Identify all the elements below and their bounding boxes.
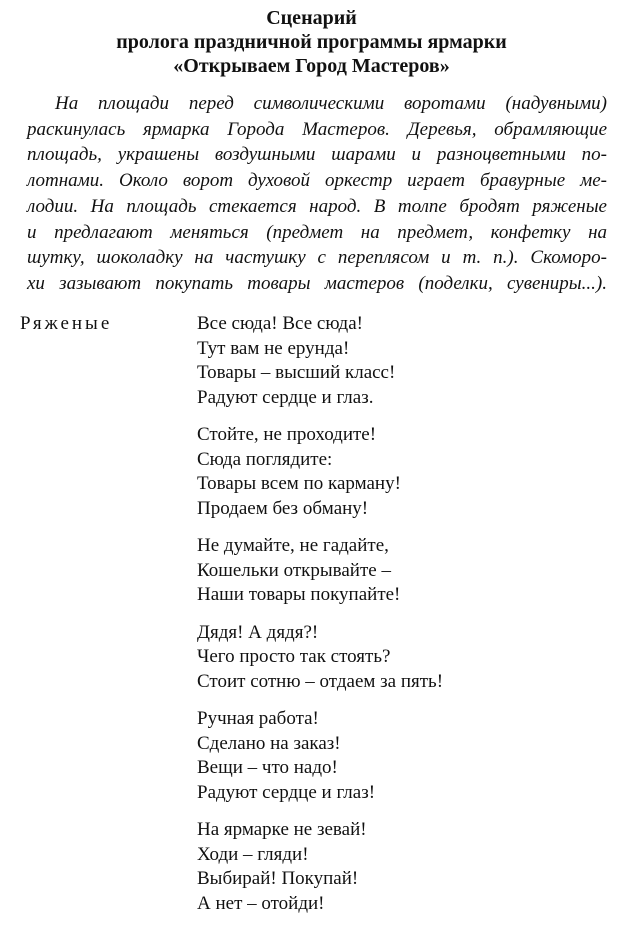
verse-line: Вещи – что надо! [197, 757, 338, 778]
paragraph-line: На площади перед символическими воротами (надувными) [55, 93, 607, 114]
title-line: пролога праздничной программы ярмарки [116, 31, 507, 53]
paragraph-line: лотнами. Около ворот духовой оркестр играет бравурные ме- [27, 170, 607, 192]
paragraph-line: лодии. На площадь стекается народ. В толпе бродят ряженые [27, 195, 607, 217]
title-line: «Открываем Город Мастеров» [173, 55, 450, 77]
verse-line: Товары всем по карману! [197, 473, 401, 494]
verse-line: Ходи – гляди! [197, 843, 309, 865]
verse-line: Выбирай! Покупай! [197, 868, 359, 889]
stanza [197, 534, 443, 608]
verse-line: Сюда поглядите: [197, 448, 333, 470]
verse-line: Продаем без обману! [197, 497, 369, 519]
speaker-name: Ряженые [20, 313, 113, 334]
paragraph-line: хи зазывают покупать товары мастеров (поделки, сувениры...). [27, 272, 607, 294]
verse-line: Кошельки открывайте – [197, 559, 391, 581]
title-line: Сценарий [266, 7, 357, 29]
verse-line: Чего просто так стоять? [197, 646, 391, 667]
verse [197, 312, 443, 929]
verse-line: А нет – отойди! [197, 892, 325, 914]
verse-line: На ярмарке не зевай! [197, 819, 367, 840]
paragraph-line: площадь, украшены воздушными шарами и разноцветными по- [27, 144, 607, 166]
verse-line: Наши товары покупайте! [197, 584, 401, 605]
verse-line: Радуют сердце и глаз! [197, 781, 376, 803]
paragraph-line: раскинулась ярмарка Города Мастеров. Деревья, обрамляющие [27, 118, 607, 140]
stanza [197, 423, 443, 521]
stanza [197, 312, 443, 410]
verse-line: Не думайте, не гадайте, [197, 535, 389, 556]
paragraph-line: и предлагают меняться (предмет на предмет, конфетку на [27, 221, 607, 243]
verse-line: Тут вам не ерунда! [197, 337, 350, 359]
verse-line: Дядя! А дядя?! [197, 621, 319, 643]
verse-line: Все сюда! Все сюда! [197, 313, 363, 334]
verse-line: Сделано на заказ! [197, 732, 341, 754]
stanza [197, 707, 443, 805]
stanza [197, 621, 443, 695]
verse-line: Стоит сотню – отдаем за пять! [197, 670, 444, 692]
verse-line: Стойте, не проходите! [197, 424, 377, 445]
paragraph-line: шутку, шоколадку на частушку с переплясом и т. п.). Скоморо- [27, 247, 607, 269]
document-title [0, 6, 623, 78]
stanza [197, 818, 443, 916]
verse-line: Ручная работа! [197, 708, 319, 729]
verse-line: Радуют сердце и глаз. [197, 386, 374, 408]
intro-paragraph [27, 91, 607, 297]
verse-line: Товары – высший класс! [197, 362, 396, 383]
